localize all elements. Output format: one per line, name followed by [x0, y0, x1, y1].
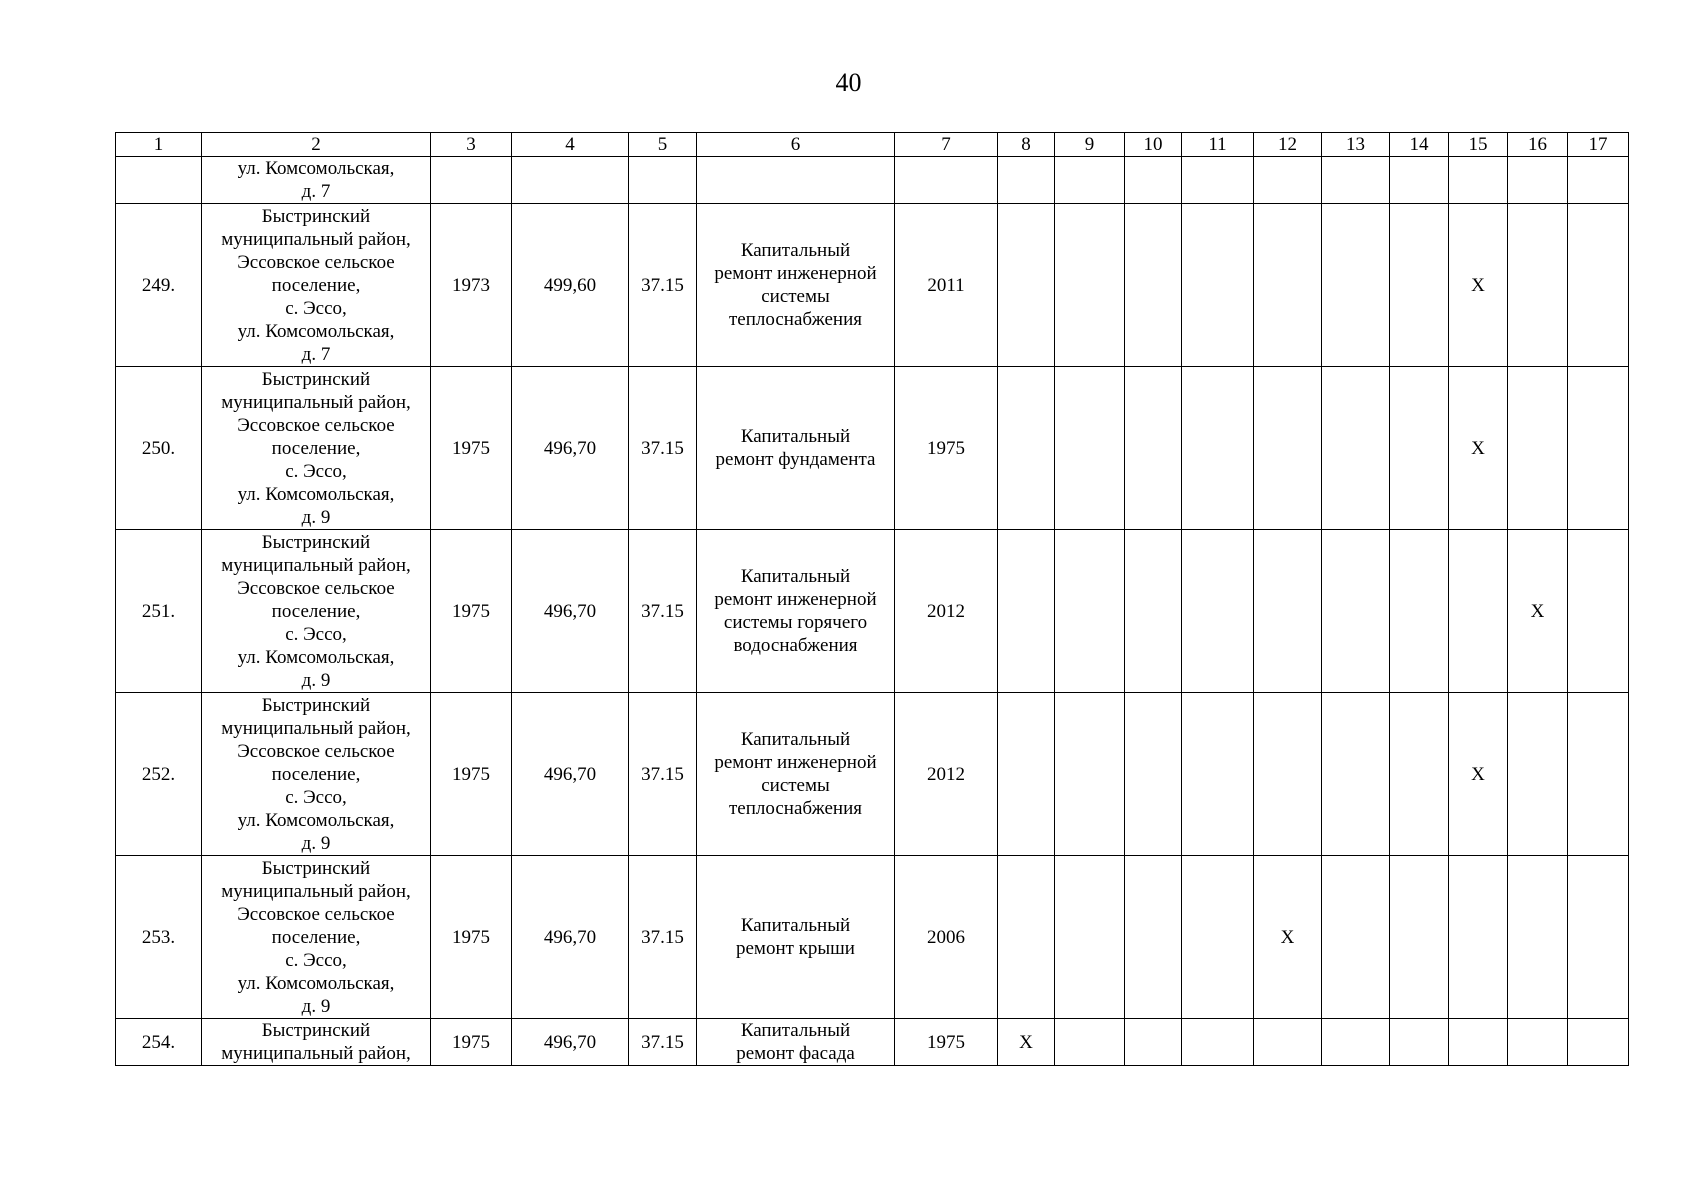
row-number-cell: 251.	[116, 530, 202, 693]
mark-cell-col-10	[1125, 157, 1182, 204]
work-type-cell-text: Капитальный ремонт фасада	[736, 1020, 855, 1064]
repair-year-cell: 1975	[895, 367, 998, 530]
mark-cell-col-11	[1182, 530, 1254, 693]
code-cell	[629, 157, 697, 204]
mark-cell-col-8	[998, 204, 1055, 367]
table-row	[116, 204, 1629, 367]
repair-year-cell: 2012	[895, 693, 998, 856]
column-header-17: 17	[1568, 133, 1629, 157]
column-header-14: 14	[1390, 133, 1449, 157]
mark-cell-col-16	[1508, 1019, 1568, 1066]
repair-year-cell: 1975	[895, 1019, 998, 1066]
code-cell: 37.15	[629, 367, 697, 530]
header-row	[116, 133, 1629, 157]
mark-cell-col-11	[1182, 856, 1254, 1019]
repair-year-cell: 2006	[895, 856, 998, 1019]
year-cell: 1975	[431, 367, 512, 530]
mark-cell-col-12	[1254, 367, 1322, 530]
table-row	[116, 856, 1629, 1019]
repair-year-cell: 2011	[895, 204, 998, 367]
table-row	[116, 157, 1629, 204]
area-cell	[512, 157, 629, 204]
row-number-cell: 250.	[116, 367, 202, 530]
address-cell: Быстринский муниципальный район, Эссовское сельское поселение, с. Эссо, ул. Комсомольская, д. 7	[202, 204, 431, 367]
row-number-cell	[116, 157, 202, 204]
mark-cell-col-17	[1568, 530, 1629, 693]
area-cell: 496,70	[512, 693, 629, 856]
column-header-15: 15	[1449, 133, 1508, 157]
column-header-9: 9	[1055, 133, 1125, 157]
mark-cell-col-12	[1254, 204, 1322, 367]
address-cell: ул. Комсомольская, д. 7	[202, 157, 431, 204]
mark-cell-col-12: X	[1254, 856, 1322, 1019]
row-number-cell: 253.	[116, 856, 202, 1019]
mark-cell-col-17	[1568, 367, 1629, 530]
area-cell: 496,70	[512, 367, 629, 530]
area-cell: 496,70	[512, 1019, 629, 1066]
mark-cell-col-9	[1055, 204, 1125, 367]
table-body	[116, 157, 1629, 1066]
mark-cell-col-14	[1390, 1019, 1449, 1066]
code-cell: 37.15	[629, 204, 697, 367]
column-header-6: 6	[697, 133, 895, 157]
mark-cell-col-13	[1322, 157, 1390, 204]
area-cell: 496,70	[512, 530, 629, 693]
table-row	[116, 693, 1629, 856]
mark-cell-col-16: X	[1508, 530, 1568, 693]
column-header-13: 13	[1322, 133, 1390, 157]
address-cell-text: Быстринский муниципальный район,	[221, 1020, 411, 1064]
mark-cell-col-8	[998, 530, 1055, 693]
mark-cell-col-15: X	[1449, 204, 1508, 367]
mark-cell-col-14	[1390, 157, 1449, 204]
mark-cell-col-13	[1322, 856, 1390, 1019]
row-number-cell: 254.	[116, 1019, 202, 1066]
address-cell	[202, 1019, 431, 1066]
mark-cell-col-10	[1125, 204, 1182, 367]
code-cell: 37.15	[629, 530, 697, 693]
mark-cell-col-15	[1449, 856, 1508, 1019]
mark-cell-col-10	[1125, 693, 1182, 856]
mark-cell-col-17	[1568, 157, 1629, 204]
mark-cell-col-15: X	[1449, 693, 1508, 856]
row-number-cell: 252.	[116, 693, 202, 856]
column-header-4: 4	[512, 133, 629, 157]
code-cell: 37.15	[629, 856, 697, 1019]
repair-year-cell	[895, 157, 998, 204]
mark-cell-col-11	[1182, 367, 1254, 530]
mark-cell-col-14	[1390, 856, 1449, 1019]
page-number: 40	[835, 68, 862, 97]
column-header-1: 1	[116, 133, 202, 157]
work-type-cell: Капитальный ремонт инженерной системы теплоснабжения	[697, 693, 895, 856]
table-row	[116, 530, 1629, 693]
mark-cell-col-8	[998, 693, 1055, 856]
column-header-11: 11	[1182, 133, 1254, 157]
year-cell: 1975	[431, 693, 512, 856]
mark-cell-col-10	[1125, 530, 1182, 693]
mark-cell-col-17	[1568, 204, 1629, 367]
repair-schedule-table	[115, 132, 1629, 1066]
address-cell: Быстринский муниципальный район, Эссовское сельское поселение, с. Эссо, ул. Комсомольская, д. 9	[202, 530, 431, 693]
mark-cell-col-9	[1055, 157, 1125, 204]
area-cell: 499,60	[512, 204, 629, 367]
mark-cell-col-15	[1449, 530, 1508, 693]
mark-cell-col-13	[1322, 530, 1390, 693]
year-cell: 1975	[431, 856, 512, 1019]
year-cell: 1975	[431, 530, 512, 693]
address-cell: Быстринский муниципальный район, Эссовское сельское поселение, с. Эссо, ул. Комсомольская, д. 9	[202, 856, 431, 1019]
mark-cell-col-8	[998, 367, 1055, 530]
mark-cell-col-9	[1055, 693, 1125, 856]
mark-cell-col-16	[1508, 693, 1568, 856]
mark-cell-col-16	[1508, 367, 1568, 530]
area-cell: 496,70	[512, 856, 629, 1019]
mark-cell-col-9	[1055, 856, 1125, 1019]
mark-cell-col-17	[1568, 1019, 1629, 1066]
mark-cell-col-11	[1182, 204, 1254, 367]
mark-cell-col-8: X	[998, 1019, 1055, 1066]
work-type-cell: Капитальный ремонт инженерной системы горячего водоснабжения	[697, 530, 895, 693]
address-cell: Быстринский муниципальный район, Эссовское сельское поселение, с. Эссо, ул. Комсомольская, д. 9	[202, 693, 431, 856]
mark-cell-col-15	[1449, 157, 1508, 204]
mark-cell-col-8	[998, 856, 1055, 1019]
column-header-2: 2	[202, 133, 431, 157]
mark-cell-col-11	[1182, 1019, 1254, 1066]
mark-cell-col-15	[1449, 1019, 1508, 1066]
mark-cell-col-12	[1254, 1019, 1322, 1066]
mark-cell-col-14	[1390, 530, 1449, 693]
mark-cell-col-14	[1390, 367, 1449, 530]
work-type-cell: Капитальный ремонт инженерной системы теплоснабжения	[697, 204, 895, 367]
column-header-7: 7	[895, 133, 998, 157]
mark-cell-col-12	[1254, 530, 1322, 693]
mark-cell-col-10	[1125, 367, 1182, 530]
work-type-cell: Капитальный ремонт фундамента	[697, 367, 895, 530]
mark-cell-col-13	[1322, 367, 1390, 530]
table-row	[116, 367, 1629, 530]
mark-cell-col-12	[1254, 693, 1322, 856]
year-cell: 1975	[431, 1019, 512, 1066]
mark-cell-col-11	[1182, 157, 1254, 204]
mark-cell-col-17	[1568, 856, 1629, 1019]
year-cell: 1973	[431, 204, 512, 367]
mark-cell-col-12	[1254, 157, 1322, 204]
table-row	[116, 1019, 1629, 1066]
column-header-10: 10	[1125, 133, 1182, 157]
work-type-cell	[697, 1019, 895, 1066]
mark-cell-col-16	[1508, 204, 1568, 367]
mark-cell-col-9	[1055, 530, 1125, 693]
column-header-3: 3	[431, 133, 512, 157]
column-header-5: 5	[629, 133, 697, 157]
column-header-16: 16	[1508, 133, 1568, 157]
mark-cell-col-10	[1125, 1019, 1182, 1066]
mark-cell-col-13	[1322, 1019, 1390, 1066]
work-type-cell: Капитальный ремонт крыши	[697, 856, 895, 1019]
address-cell: Быстринский муниципальный район, Эссовское сельское поселение, с. Эссо, ул. Комсомольская, д. 9	[202, 367, 431, 530]
mark-cell-col-9	[1055, 367, 1125, 530]
mark-cell-col-16	[1508, 856, 1568, 1019]
mark-cell-col-17	[1568, 693, 1629, 856]
row-number-cell: 249.	[116, 204, 202, 367]
repair-year-cell: 2012	[895, 530, 998, 693]
mark-cell-col-14	[1390, 204, 1449, 367]
code-cell: 37.15	[629, 1019, 697, 1066]
column-header-8: 8	[998, 133, 1055, 157]
mark-cell-col-9	[1055, 1019, 1125, 1066]
column-header-12: 12	[1254, 133, 1322, 157]
mark-cell-col-16	[1508, 157, 1568, 204]
mark-cell-col-14	[1390, 693, 1449, 856]
mark-cell-col-15: X	[1449, 367, 1508, 530]
mark-cell-col-10	[1125, 856, 1182, 1019]
work-type-cell	[697, 157, 895, 204]
code-cell: 37.15	[629, 693, 697, 856]
mark-cell-col-8	[998, 157, 1055, 204]
mark-cell-col-13	[1322, 204, 1390, 367]
mark-cell-col-13	[1322, 693, 1390, 856]
mark-cell-col-11	[1182, 693, 1254, 856]
year-cell	[431, 157, 512, 204]
